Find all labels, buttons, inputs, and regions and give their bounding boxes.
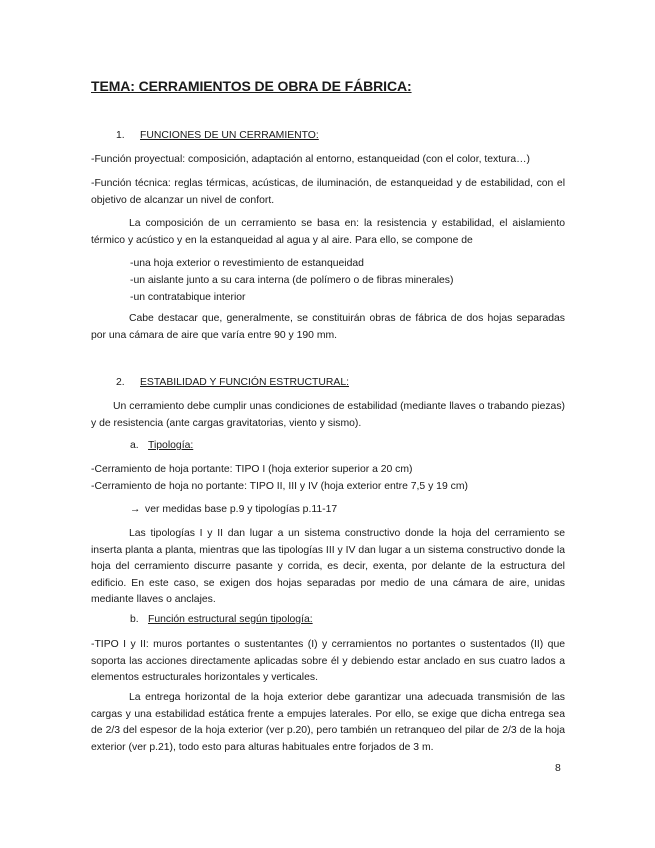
subsection-b-title: Función estructural según tipología: [148,614,313,625]
section-1-composicion [91,216,565,249]
composition-list [130,255,453,306]
paragraph-estabilidad-intro: Un cerramiento debe cumplir unas condiciones de estabilidad (mediante llaves o trabando piezas) y de resistencia (ante cargas gravitatorias, viento y sismo). [91,401,565,429]
paragraph-composicion: La composición de un cerramiento se basa en: la resistencia y estabilidad, el aislamiento térmico y acústico y en la estanqueidad al agua y al aire. Para ello, se compone de [91,218,565,246]
section-1-title: FUNCIONES DE UN CERRAMIENTO: [140,130,319,141]
reference-note [130,502,337,518]
list-item: -un aislante junto a su cara interna (de polímero o de fibras minerales) [130,275,454,286]
paragraph-tipo-i-ii: -TIPO I y II: muros portantes o sustentantes (I) y cerramientos no portantes o sustentados (II) que soporta las acciones directamente aplicadas sobre él y debiendo estar anclado en sus cuatro lados a elementos estructurales horizontales y verticales. [91,639,565,683]
funcion-estructural-entrega [91,690,565,756]
right-arrow-icon: → [130,504,141,515]
paragraph-entrega-horizontal: La entrega horizontal de la hoja exterior debe garantizar una adecuada transmisión de las cargas y una estabilidad estática frente a empujes laterales. Por ello, se exige que dicha entrega sea de 2/3 del espesor de la hoja exterior (ver p.20), pero también un retranqueo del pilar de 2/3 de la hoja exterior (ver p.21), todo esto para alturas habituales entre forjados de 3 m. [91,692,565,753]
reference-note-text: ver medidas base p.9 y tipologías p.11-17 [145,504,338,515]
section-2-heading [116,375,349,391]
tipologia-paragraph [91,526,565,609]
funcion-estructural-tipo [91,637,565,687]
section-1-cabe-destacar [91,311,565,344]
subsection-a-letter: a. [130,440,139,451]
subsection-b-letter: b. [130,614,139,625]
section-1-number: 1. [116,130,125,141]
section-1-proyectual [91,152,565,169]
section-2-title: ESTABILIDAD Y FUNCIÓN ESTRUCTURAL: [140,377,350,388]
tipologia-lines [91,462,565,495]
document-title: TEMA: CERRAMIENTOS DE OBRA DE FÁBRICA: [91,78,412,94]
section-2-number: 2. [116,377,125,388]
list-item: -un contratabique interior [130,292,246,303]
line-hoja-no-portante: -Cerramiento de hoja no portante: TIPO II, III y IV (hoja exterior entre 7,5 y 19 cm) [91,480,468,492]
page-number: 8 [555,763,561,774]
line-hoja-portante: -Cerramiento de hoja portante: TIPO I (hoja exterior superior a 20 cm) [91,464,413,475]
section-1-heading [116,128,319,144]
paragraph-tipologias: Las tipologías I y II dan lugar a un sistema constructivo donde la hoja del cerramiento se inserta planta a planta, mientras que las tipologías III y IV dan lugar a un sistema constructivo donde la hoja del cerramiento discurre pasante y corrida, es decir, exenta, por delante de la estructura del edificio. En este caso, se exigen dos hojas separadas por medio de una cámara de aire, unidas mediante llaves o anclajes. [91,528,565,605]
section-2-intro [91,399,565,432]
subsection-a-title: Tipología: [148,440,194,451]
paragraph-cabe-destacar: Cabe destacar que, generalmente, se constituirán obras de fábrica de dos hojas separadas por una cámara de aire que varía entre 90 y 190 mm. [91,313,565,341]
subsection-a-heading [130,438,193,454]
section-1-tecnica [91,176,565,209]
paragraph-funcion-proyectual: -Función proyectual: composición, adaptación al entorno, estanqueidad (con el color, textura…) [91,154,530,165]
paragraph-funcion-tecnica: -Función técnica: reglas térmicas, acústicas, de iluminación, de estanqueidad y de estabilidad, con el objetivo de alcanzar un nivel de confort. [91,178,565,206]
subsection-b-heading [130,612,313,628]
list-item: -una hoja exterior o revestimiento de estanqueidad [130,258,364,269]
